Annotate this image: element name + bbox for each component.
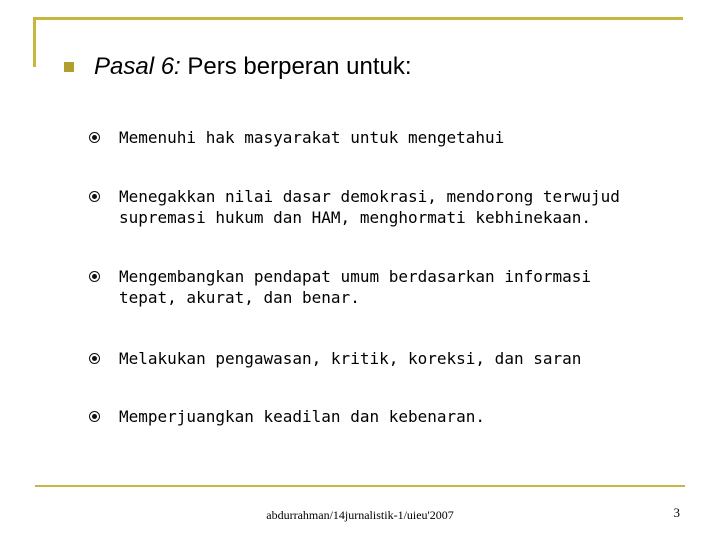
page-number: 3 [673,505,680,520]
slide-title-rest: Pers berperan untuk: [180,53,412,80]
circled-dot-icon [89,132,100,143]
circled-dot-icon [89,411,100,422]
footer-credit: abdurrahman/14jurnalistik-1/uieu'2007 [266,508,454,522]
list-item-text: Melakukan pengawasan, kritik, koreksi, dan saran [119,349,582,368]
circled-dot-icon [89,353,100,364]
circled-dot-icon [89,271,100,282]
footer-divider [35,485,685,487]
list-item-text: Memperjuangkan keadilan dan kebenaran. [119,407,486,426]
list-item-text: Memenuhi hak masyarakat untuk mengetahui [119,128,505,147]
list-item-text: Menegakkan nilai dasar demokrasi, mendorong terwujud supremasi hukum dan HAM, menghormati kebhinekaan. [119,187,620,227]
slide-title-emphasis: Pasal 6: [94,53,181,80]
list-item-text: Mengembangkan pendapat umum berdasarkan informasi tepat, akurat, dan benar. [119,267,592,307]
circled-dot-icon [89,191,100,202]
